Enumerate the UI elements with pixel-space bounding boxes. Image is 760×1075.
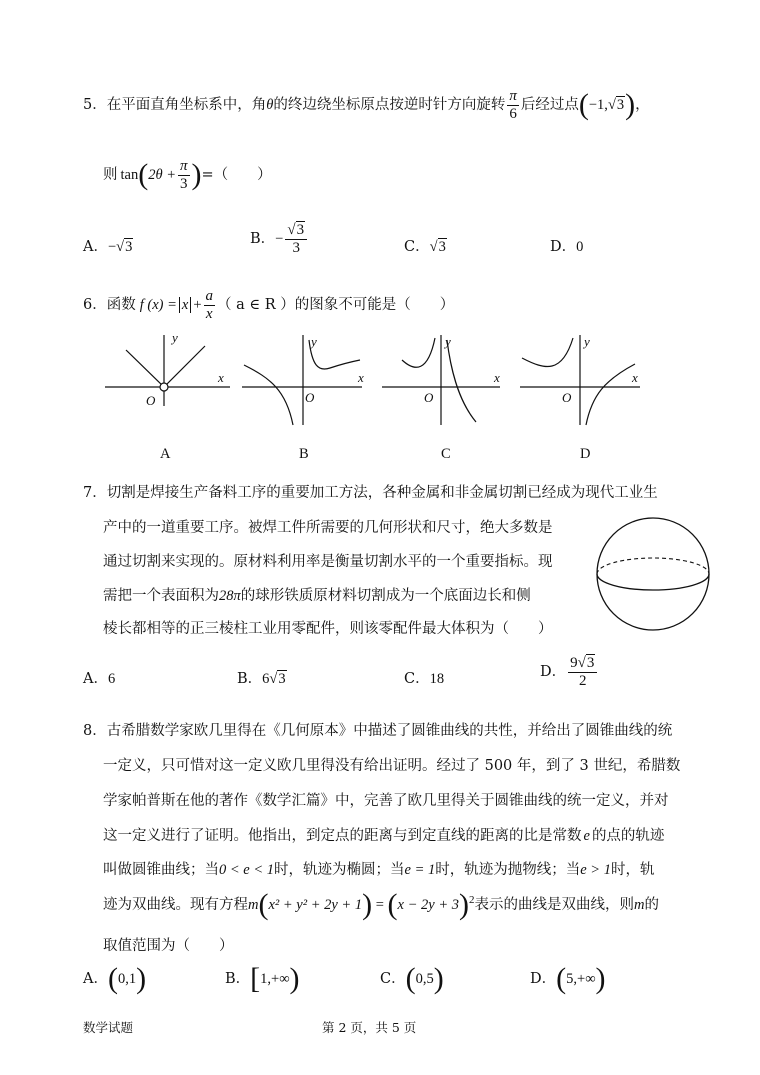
q5-text-c: 后经过点 <box>520 97 579 113</box>
q5-pi: π <box>509 88 517 104</box>
q7-b-val: 6 <box>262 671 270 687</box>
q8-e: e <box>583 828 590 844</box>
q8-lp2: ( <box>387 888 398 921</box>
q7-b-sqrt-val: 3 <box>278 671 286 687</box>
q8-option-c[interactable] <box>380 962 444 996</box>
footer-page-number: 第 2 页，共 5 页 <box>322 1020 417 1035</box>
q5-b-den: 3 <box>292 239 300 256</box>
q8-c-val: 0,5 <box>415 971 434 987</box>
q7-c-val: 18 <box>429 671 445 687</box>
graph-d-origin: O <box>562 390 572 405</box>
q5-then: 则 <box>103 167 118 183</box>
q8-eq-sign: = <box>372 897 388 913</box>
q5-a-sqrt: √3 <box>116 239 133 255</box>
q7-area: 28π <box>219 588 241 604</box>
q5-lparen2: ( <box>138 158 149 191</box>
q8-rp2: ) <box>458 888 469 921</box>
q8-line4-b: 的点的轨迹 <box>591 828 665 844</box>
graph-b-y-label: y <box>311 334 317 349</box>
graph-c-origin: O <box>424 390 434 405</box>
q7-line3: 通过切割来实现的。原材料利用率是衡量切割水平的一个重要指标。现 <box>103 554 553 570</box>
q5-line1 <box>83 88 650 122</box>
q7-option-c[interactable] <box>404 667 444 688</box>
q6-graph-a <box>105 335 230 406</box>
q8-b-lp: [ <box>250 962 261 995</box>
q6-label-b[interactable]: B <box>299 446 309 462</box>
q8-rp1: ) <box>362 888 373 921</box>
q6-frac-den: x <box>205 305 213 322</box>
q5-text-b: 的终边绕坐标原点按逆时针方向旋转 <box>273 97 506 113</box>
q5-sqrt3-val: 3 <box>616 97 625 113</box>
q8-line5 <box>103 858 654 879</box>
q8-d-label: D． <box>530 971 557 987</box>
q8-number: 8． <box>83 723 107 739</box>
q8-c-lp: ( <box>405 962 416 995</box>
q7-c-label: C． <box>404 671 430 687</box>
q8-ellipse-cond: 0 < e < 1 <box>219 862 275 878</box>
q7-d-num <box>568 655 597 673</box>
q7-a-val: 6 <box>107 671 116 687</box>
q8-option-d[interactable] <box>530 962 606 996</box>
q6-text-a: 函数 <box>106 297 136 313</box>
q7-line1-text: 切割是焊接生产备料工序的重要加工方法，各种金属和非金属切割已经成为现代工业生 <box>106 485 658 501</box>
q8-b-label: B． <box>225 971 251 987</box>
graph-a-x-label: x <box>218 370 224 385</box>
q6-text-b: 的图象不可能是（ ） <box>294 297 455 313</box>
q5-blank: =（ ） <box>201 167 272 183</box>
q7-number: 7． <box>83 485 107 501</box>
q5-c-sqrt-val: 3 <box>438 239 446 255</box>
q8-line6-b: 表示的曲线是双曲线，则 <box>474 897 634 913</box>
q5-frac-pi-3 <box>178 158 190 192</box>
q8-a-label: A． <box>83 971 108 987</box>
q7-line1 <box>83 481 658 502</box>
q8-c-label: C． <box>380 971 406 987</box>
q5-option-a[interactable] <box>83 235 133 256</box>
sphere-equator-front <box>597 574 709 590</box>
q8-hyperbola-cond: e > 1 <box>580 862 611 878</box>
q6-plus: + <box>193 297 202 313</box>
q8-parabola-cond: e = 1 <box>404 862 436 878</box>
graph-b-curve-left <box>244 365 293 425</box>
q6-stem <box>83 288 454 322</box>
graph-a-origin: O <box>146 393 156 408</box>
q6-graph-c <box>382 335 500 425</box>
q6-graph-d <box>520 335 640 425</box>
q5-three: 3 <box>180 175 188 192</box>
q5-a-minus: − <box>107 239 117 255</box>
q8-line4 <box>103 824 664 845</box>
q8-d-rp: ) <box>595 962 606 995</box>
q8-line1 <box>83 719 672 740</box>
q8-line5-d: 时，轨 <box>610 862 655 878</box>
q7-d-label: D． <box>540 664 567 680</box>
q8-a-rp: ) <box>136 962 147 995</box>
q5-comma: ， <box>635 97 650 113</box>
q8-line6-c: 的 <box>644 897 659 913</box>
q8-line5-b: 时，轨迹为椭圆；当 <box>274 862 405 878</box>
q8-line7: 取值范围为（ ） <box>103 938 234 954</box>
q5-theta: θ <box>266 97 274 113</box>
q6-graphs <box>0 330 760 460</box>
q5-c-label: C． <box>404 239 430 255</box>
q7-line4 <box>103 584 531 605</box>
q7-line5: 棱长都相等的正三棱柱工业用零配件，则该零配件最大体积为（ ） <box>103 621 553 637</box>
q5-point: −1, <box>588 97 608 113</box>
q8-line5-c: 时，轨迹为抛物线；当 <box>435 862 581 878</box>
q5-b-num-val: 3 <box>296 222 305 238</box>
q8-line5-a: 叫做圆锥曲线；当 <box>103 862 219 878</box>
graph-c-y-label: y <box>445 334 451 349</box>
q8-b-rp: ) <box>289 962 300 995</box>
q8-line1-text: 古希腊数学家欧几里得在《几何原本》中描述了圆锥曲线的共性，并给出了圆锥曲线的统 <box>106 723 673 739</box>
q5-sqrt3: √3 <box>607 97 625 113</box>
q7-d-sqrt: √3 <box>577 655 595 671</box>
q5-rparen: ) <box>625 88 636 121</box>
q5-two-theta: 2θ + <box>148 167 177 183</box>
q5-lparen: ( <box>578 88 589 121</box>
q5-a-sqrt-val: 3 <box>125 239 133 255</box>
q5-number: 5． <box>83 97 107 113</box>
q8-m2: m <box>633 897 645 913</box>
q5-b-num: √3 <box>285 222 307 240</box>
q5-option-c[interactable] <box>404 235 447 256</box>
q5-frac-pi-6 <box>507 88 519 122</box>
graph-b-origin: O <box>305 390 315 405</box>
q6-cond: （ a ∈ R ） <box>217 297 295 313</box>
q5-d-label: D． <box>550 239 577 255</box>
q5-a-label: A． <box>83 239 108 255</box>
graph-d-curve-left <box>522 338 573 367</box>
q5-line2 <box>103 158 272 192</box>
q7-b-sqrt: √3 <box>269 671 286 687</box>
q8-line6-a: 迹为双曲线。现有方程 <box>103 897 248 913</box>
q7-d-num-val: 9 <box>570 655 578 671</box>
graph-d-y-label: y <box>584 334 590 349</box>
q8-eq-right: x − 2y + 3 <box>397 897 459 913</box>
graph-c-x-label: x <box>494 370 500 385</box>
q5-b-minus: − <box>275 231 284 247</box>
q6-fx: f (x) = <box>139 297 177 313</box>
q8-line2: 一定义，只可惜对这一定义欧几里得没有给出证明。经过了 500 年，到了 3 世纪，希腊数 <box>103 758 681 774</box>
q8-square: 2 <box>468 894 475 907</box>
q5-b-label: B． <box>250 231 276 247</box>
q6-label-a[interactable]: A <box>160 446 171 462</box>
q8-option-a[interactable] <box>83 962 146 996</box>
q7-d-sqrt-val: 3 <box>586 655 595 671</box>
q6-absx-val: x <box>181 297 189 313</box>
q8-a-lp: ( <box>107 962 118 995</box>
q7-line4-b: 的球形铁质原材料切割成为一个底面边长和侧 <box>240 588 531 604</box>
graph-a-y-label: y <box>172 330 178 345</box>
sphere-equator-back <box>597 558 709 574</box>
q7-line4-a: 需把一个表面积为 <box>103 588 219 604</box>
q5-pi2: π <box>180 158 188 174</box>
q7-option-d[interactable] <box>540 655 599 689</box>
q6-graph-b <box>242 335 362 425</box>
graph-a-hole <box>160 383 168 391</box>
q7-d-den: 2 <box>579 672 587 689</box>
q7-a-label: A． <box>83 671 108 687</box>
q8-line3: 学家帕普斯在他的著作《数学汇篇》中，完善了欧几里得关于圆锥曲线的统一定义，并对 <box>103 793 669 809</box>
q8-option-b[interactable] <box>225 962 300 996</box>
q8-c-rp: ) <box>433 962 444 995</box>
graph-c-curve-right <box>447 340 476 422</box>
q8-b-val: 1,+∞ <box>260 971 290 987</box>
q7-option-b[interactable] <box>237 667 287 688</box>
q8-lp1: ( <box>258 888 269 921</box>
q5-option-b[interactable] <box>250 222 309 256</box>
q5-option-d[interactable] <box>550 235 583 256</box>
q5-c-sqrt: √3 <box>429 239 446 255</box>
q5-rparen2: ) <box>191 158 202 191</box>
graph-c-curve-left <box>402 338 435 367</box>
q6-label-c[interactable]: C <box>441 446 451 462</box>
q8-line6 <box>103 888 659 922</box>
q5-six: 6 <box>509 105 517 122</box>
q6-frac <box>204 288 216 322</box>
q5-text-a: 在平面直角坐标系中，角 <box>106 97 267 113</box>
footer-subject: 数学试题 <box>83 1020 134 1035</box>
graph-b-x-label: x <box>358 370 364 385</box>
q8-d-lp: ( <box>556 962 567 995</box>
sphere-figure <box>593 514 713 634</box>
q5-tan: tan <box>120 167 139 183</box>
q7-b-label: B． <box>237 671 263 687</box>
q5-d-val: 0 <box>576 239 584 255</box>
graph-a-curve <box>126 346 205 387</box>
q7-line2: 产中的一道重要工序。被焊工件所需要的几何形状和尺寸，绝大多数是 <box>103 520 553 536</box>
q6-frac-num: a <box>205 288 214 304</box>
graph-d-curve-right <box>586 364 635 425</box>
q8-d-val: 5,+∞ <box>566 971 596 987</box>
q8-line4-a: 这一定义进行了证明。他指出，到定点的距离与到定直线的距离的比是常数 <box>103 828 582 844</box>
q6-number: 6． <box>83 297 107 313</box>
q8-eq-left: x² + y² + 2y + 1 <box>268 897 363 913</box>
graph-d-x-label: x <box>632 370 638 385</box>
sphere-outline <box>597 518 709 630</box>
q6-absx <box>179 297 191 313</box>
q6-label-d[interactable]: D <box>580 446 591 462</box>
q5-b-frac <box>285 222 307 256</box>
q7-option-a[interactable] <box>83 667 115 688</box>
q7-d-frac <box>568 655 597 689</box>
q8-a-val: 0,1 <box>117 971 137 987</box>
q8-m: m <box>248 897 259 913</box>
